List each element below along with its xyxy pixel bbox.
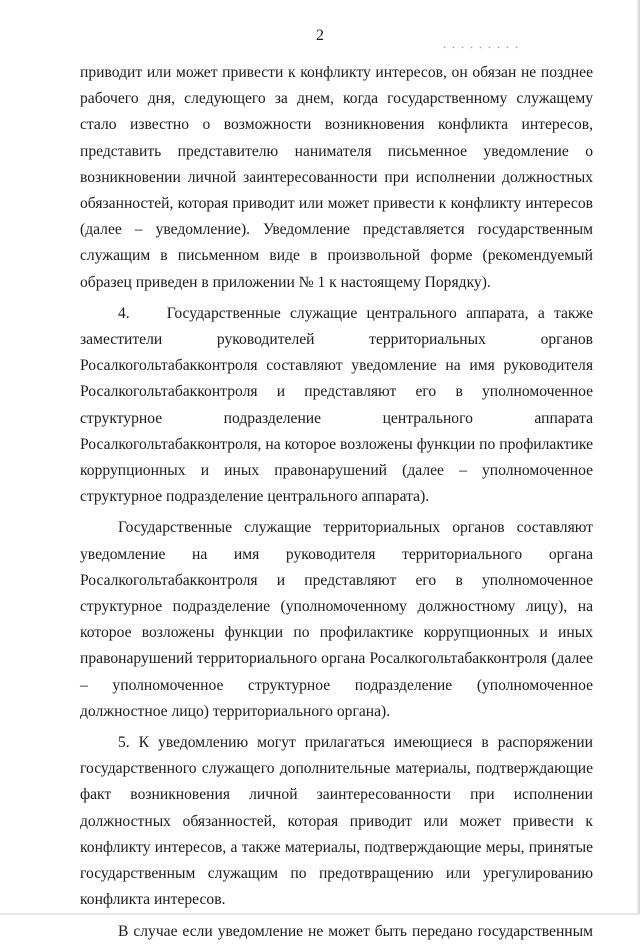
paragraph-notice-transfer: В случае если уведомление не может быть передано государственным [118, 922, 593, 940]
paragraph-item-5: 5. К уведомлению могут прилагаться имеющиеся в распоряжении государственного служащего дополнительные материалы, подтверждающие факт возникновения личной заинтересованности при исполнении должностных обязанностей, которая приводит или может привести к конфликту интересов, а также материалы, подтверждающие меры, принятые государственным служащим по предотвращению или урегулированию конфликта интересов. [80, 734, 593, 909]
page-number: 2 [316, 27, 324, 44]
paragraph-territorial-bodies: Государственные служащие территориальных органов составляют уведомление на имя руководителя территориального органа Росалкогольтабакконтроля и представляют его в уполномоченное структурное подразделение (уполномоченному должностному лицу), на которое возложены функции по профилактике коррупционных и иных правонарушений территориального органа Росалкогольтабакконтроля (далее – уполномоченное структурное подразделение (уполномоченное должностное лицо) территориального органа). [80, 519, 593, 720]
document-body [80, 60, 593, 945]
scan-right-edge [636, 0, 640, 915]
scan-artifact-dots [440, 46, 520, 49]
paragraph-item-4: 4. Государственные служащие центрального аппарата, а также заместители руководителей территориальных органов Росалкогольтабакконтроля составляют уведомление на имя руководителя Росалкогольтабакконтроля и представляют его в уполномоченное структурное подразделение центрального аппарата Росалкогольтабакконтроля, на которое возложены функции по профилактике коррупционных и иных правонарушений (далее – уполномоченное структурное подразделение центрального аппарата). [80, 304, 593, 506]
paragraph-continuation: приводит или может привести к конфликту интересов, он обязан не позднее рабочего дня, следующего за днем, когда государственному служащему стало известно о возможности возникновения конфликта интересов, представить представителю нанимателя письменное уведомление о возникновении личной заинтересованности при исполнении должностных обязанностей, которая приводит или может привести к конфликту интересов (далее – уведомление). Уведомление представляется государственным служащим в письменном виде в произвольной форме (рекомендуемый образец приведен в приложении № 1 к настоящему Порядку). [80, 64, 593, 291]
